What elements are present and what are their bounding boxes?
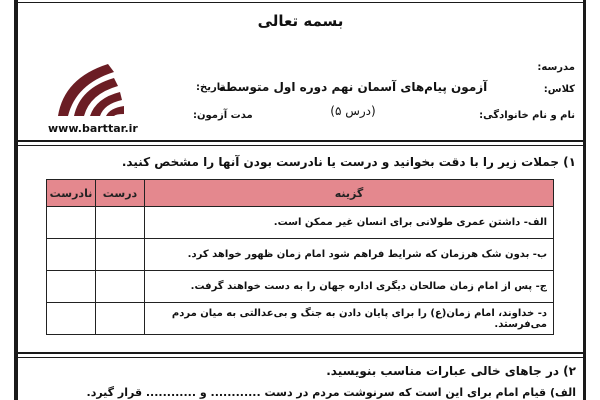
statement-b: ب- بدون شک هرزمان که شرایط فراهم شود امام زمان ظهور خواهد کرد.	[145, 239, 554, 271]
barttar-logo-icon	[48, 50, 128, 120]
correct-answer-box[interactable]	[96, 303, 145, 335]
table-row	[47, 207, 554, 239]
header-incorrect: نادرست	[47, 180, 96, 207]
incorrect-answer-box[interactable]	[47, 207, 96, 239]
header-correct: درست	[96, 180, 145, 207]
school-label: مدرسه:	[537, 62, 575, 73]
incorrect-answer-box[interactable]	[47, 303, 96, 335]
incorrect-answer-box[interactable]	[47, 271, 96, 303]
class-label: کلاس:	[543, 84, 575, 95]
table-row	[47, 303, 554, 335]
correct-answer-box[interactable]	[96, 239, 145, 271]
table-row	[47, 271, 554, 303]
duration-label: مدت آزمون:	[193, 110, 253, 121]
correct-answer-box[interactable]	[96, 207, 145, 239]
exam-header	[18, 4, 583, 140]
exam-title: آزمون پیام‌های آسمان نهم دوره اول متوسطه	[218, 80, 488, 94]
incorrect-answer-box[interactable]	[47, 239, 96, 271]
frame-top-border	[14, 2, 586, 3]
header-divider	[18, 140, 583, 146]
statement-c: ج- پس از امام زمان صالحان دیگری اداره جهان را به دست خواهند گرفت.	[145, 271, 554, 303]
statement-a: الف- داشتن عمری طولانی برای انسان غیر ممکن است.	[145, 207, 554, 239]
lesson-number: (درس ۵)	[330, 104, 376, 118]
question-2-item-a: الف) قیام امام برای این است که سرنوشت مردم در دست ............ و ............ قرار گیرد.	[86, 386, 576, 399]
true-false-table	[46, 179, 554, 335]
table-header-row	[47, 180, 554, 207]
student-name-label: نام و نام خانوادگی:	[479, 110, 575, 121]
date-label: تاریخ:	[196, 82, 225, 93]
correct-answer-box[interactable]	[96, 271, 145, 303]
question-2-prompt: ۲) در جاهای خالی عبارات مناسب بنویسید.	[326, 364, 576, 378]
statement-d: د- خداوند، امام زمان(ع) را برای پایان دادن به جنگ و بی‌عدالتی به میان مردم می‌فرستد.	[145, 303, 554, 335]
website-url: www.barttar.ir	[48, 122, 138, 135]
bismillah-heading: بسمه تعالی	[257, 12, 344, 30]
header-statement: گزینه	[145, 180, 554, 207]
question-1-prompt: ۱) جملات زیر را با دقت بخوانید و درست یا نادرست بودن آنها را مشخص کنید.	[121, 155, 576, 169]
table-row	[47, 239, 554, 271]
frame-right-border	[583, 0, 586, 400]
section-divider	[18, 352, 583, 358]
